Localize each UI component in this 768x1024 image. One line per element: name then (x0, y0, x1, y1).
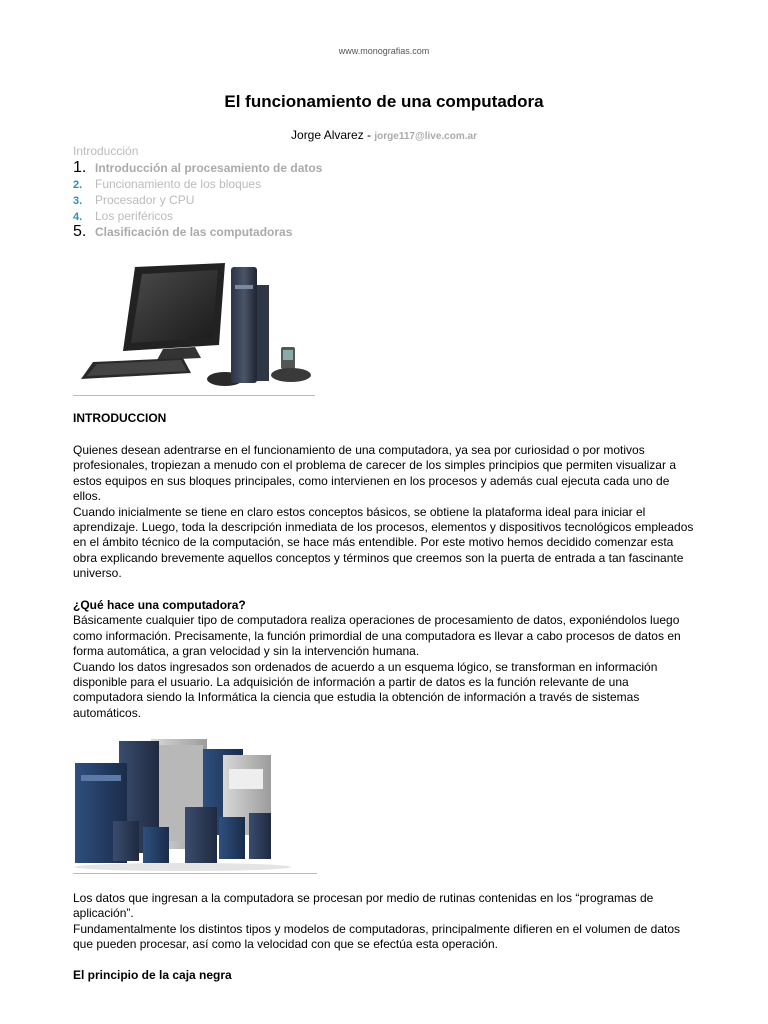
paragraph: Quienes desean adentrarse en el funcionamiento de una computadora, ya sea por curiosidad o por motivos profesionales, tropiezan a menudo con el problema de carecer de los simples principios que permiten visualizar a estos equipos en sus bloques principales, como intervienen en los procesos y además cual ejecuta cada uno de ellos. (73, 443, 676, 504)
paragraph: Básicamente cualquier tipo de computadora realiza operaciones de procesamiento de datos, exponiéndolos luego como información. Precisamente, la función primordial de una computadora es llevar a cabo procesos de datos en forma automática, a gran velocidad y sin la intervención humana. (73, 613, 681, 659)
servers-image (73, 735, 317, 874)
toc-label: Introducción al procesamiento de datos (95, 161, 323, 175)
author-name: Jorge Alvarez - (291, 128, 375, 142)
intro-section (73, 411, 698, 426)
toc-number: 5. (73, 223, 87, 240)
toc-label: Clasificación de las computadoras (95, 225, 293, 239)
toc-item-1[interactable] (73, 160, 322, 176)
toc-label: Procesador y CPU (95, 193, 195, 207)
toc-number: 1. (73, 159, 87, 176)
author-email[interactable]: jorge117@live.com.ar (374, 131, 477, 142)
toc-item-3[interactable] (73, 192, 322, 208)
paragraph: Cuando inicialmente se tiene en claro estos conceptos básicos, se obtiene la plataforma ideal para iniciar el aprendizaje. Luego, toda la descripción inmediata de los procesos, elementos y dispositivos tecnológicos empleados en el ámbito técnico de la computación, se hace más entendible. Por este motivo hemos decidido comenzar esta obra explicando brevemente aquellos conceptos y términos que creemos son la puerta de entrada a tan fascinante universo. (73, 504, 694, 581)
toc-label: Los periféricos (95, 209, 174, 223)
document-title: El funcionamiento de una computadora (224, 92, 544, 111)
author-line (0, 128, 768, 142)
toc-number: 2. (73, 179, 83, 191)
toc-item-2[interactable] (73, 176, 322, 192)
blackbox-section (73, 968, 698, 983)
table-of-contents (73, 160, 322, 240)
paragraph: Cuando los datos ingresados son ordenados de acuerdo a un esquema lógico, se transforman en información disponible para el usuario. La adquisición de información a partir de datos es la función relevante de una computadora siendo la Informática la ciencia que estudia la obtención de información a través de sistemas automáticos. (73, 659, 658, 720)
toc-item-4[interactable] (73, 208, 322, 224)
desktop-computer-image (73, 255, 315, 396)
section-heading-intro: INTRODUCCION (73, 411, 167, 425)
toc-item-5[interactable] (73, 224, 322, 240)
paragraph: Fundamentalmente los distintos tipos y modelos de computadoras, principalmente difieren en el volumen de datos que pueden procesar, así como la velocidad con que se efectúa esta operación. (73, 921, 681, 952)
intro-text (73, 443, 698, 582)
paragraph: Los datos que ingresan a la computadora se procesan por medio de rutinas contenidas en los “programas de aplicación”. (73, 891, 654, 921)
what-section (73, 598, 698, 721)
section-heading-blackbox: El principio de la caja negra (73, 968, 232, 982)
toc-number: 4. (73, 211, 83, 223)
data-section (73, 891, 698, 953)
section-heading-what: ¿Qué hace una computadora? (73, 598, 246, 612)
toc-heading[interactable]: Introducción (73, 144, 139, 158)
toc-label: Funcionamiento de los bloques (95, 177, 262, 191)
toc-number: 3. (73, 195, 83, 207)
site-url[interactable]: www.monografias.com (338, 46, 430, 56)
